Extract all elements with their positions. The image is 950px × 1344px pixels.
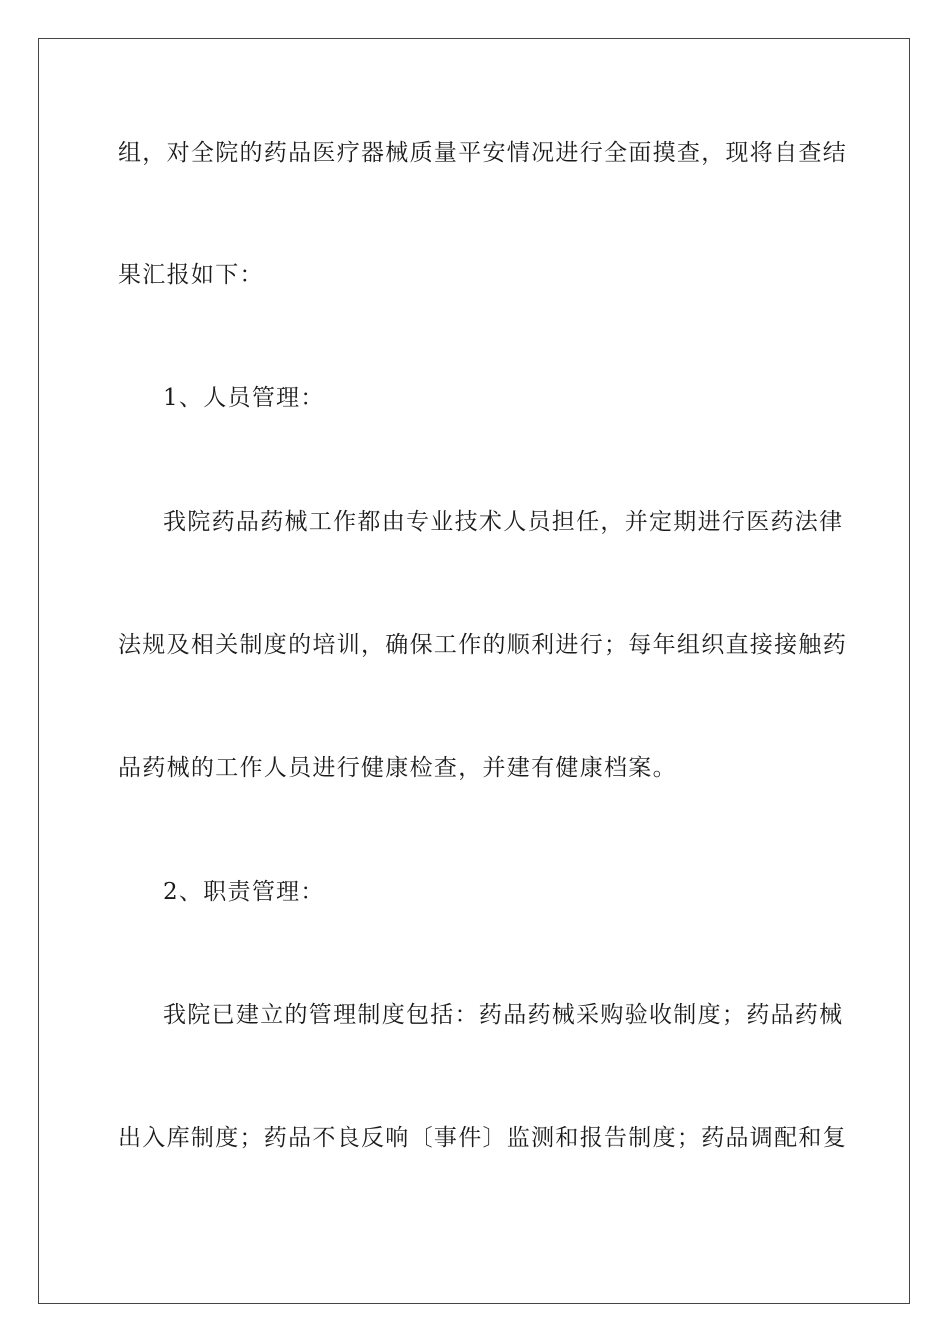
body-text-line-9: 出入库制度；药品不良反响〔事件〕监测和报告制度；药品调配和复	[118, 1125, 847, 1151]
body-text-line-1: 组，对全院的药品医疗器械质量平安情况进行全面摸查，现将自查结	[118, 140, 847, 166]
body-text-line-6: 品药械的工作人员进行健康检查，并建有健康档案。	[118, 755, 677, 781]
section-heading-personnel: 1、人员管理：	[163, 385, 325, 411]
section-heading-duties: 2、职责管理：	[163, 879, 325, 905]
body-text-line-8: 我院已建立的管理制度包括：药品药械采购验收制度；药品药械	[163, 1002, 844, 1028]
body-text-line-2: 果汇报如下：	[118, 262, 264, 288]
body-text-line-5: 法规及相关制度的培训，确保工作的顺利进行；每年组织直接接触药	[118, 632, 847, 658]
body-text-line-4: 我院药品药械工作都由专业技术人员担任，并定期进行医药法律	[163, 509, 844, 535]
page-frame	[38, 38, 910, 1304]
